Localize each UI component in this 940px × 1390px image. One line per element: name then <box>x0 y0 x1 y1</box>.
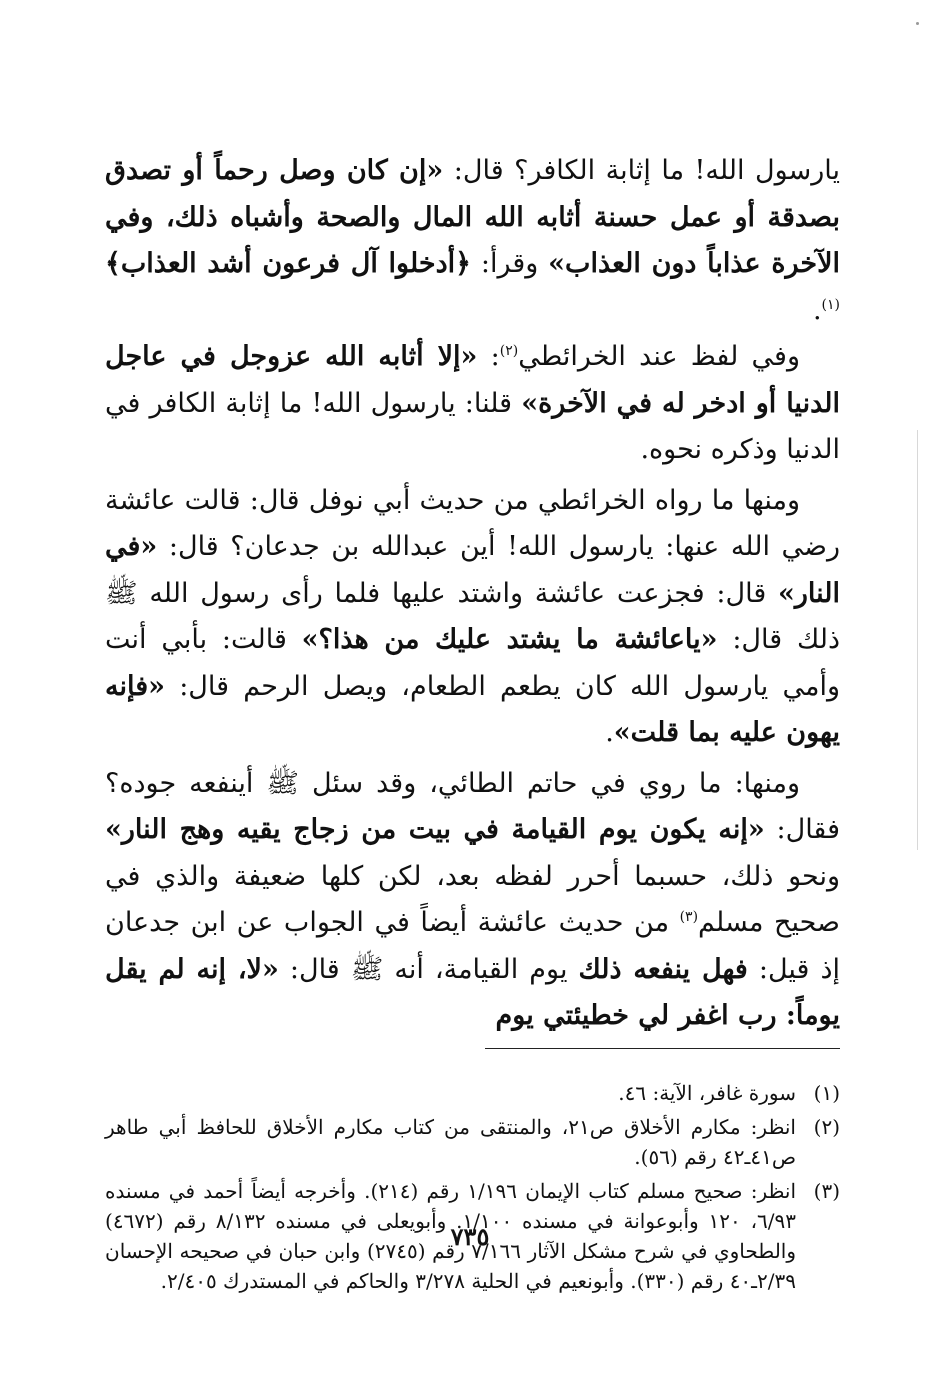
footnote <box>105 1112 840 1172</box>
quote-text: ﴿أدخلوا آل فرعون أشد العذاب﴾ <box>105 248 471 279</box>
footnote-number: (٢) <box>813 1115 840 1139</box>
footnote-separator <box>485 1048 840 1049</box>
footnote-text: انظر: صحيح مسلم كتاب الإيمان ١/١٩٦ رقم (٢١٤). وأخرجه أيضاً أحمد في مسنده ٦/٩٣، ١٢٠ وأبوعوانة في مسنده ١/١٠٠. وأبويعلى في مسنده ٨/١٣٢ رقم (٤٦٧٢) والطحاوي في شرح مشكل الآثار ٧/١٦٦ رقم (٢٧٤٥) وابن حبان في صحيحه الإحسان ٢/٣٩ـ٤٠ رقم (٣٣٠). وأبونعيم في الحلية ٣/٢٧٨ والحاكم في المستدرك ٢/٤٠٥. <box>105 1179 797 1293</box>
scan-dot <box>916 22 919 25</box>
quote-text: فهل ينفعه ذلك <box>578 953 748 985</box>
text-run: يوم القيامة، أنه ﷺ قال: <box>278 953 579 985</box>
quote-text: «إلا أثابه الله عزوجل في عاجل الدنيا أو ادخر له في الآخرة» <box>105 341 840 419</box>
footnote <box>105 1078 840 1108</box>
text-run: ونحو ذلك، حسبما أحرر لفظه بعد، لكن كلها ضعيفة والذي في صحيح مسلم <box>105 860 840 938</box>
quote-text: «إنه يكون يوم القيامة في بيت من زجاج يقيه وهج النار» <box>105 814 765 845</box>
text-run: . <box>605 717 614 748</box>
footnote-ref: (١) <box>821 296 840 313</box>
quote-text: «ياعائشة ما يشتد عليك من هذا؟» <box>301 624 718 655</box>
text-run: وفي لفظ عند الخرائطي <box>518 341 800 372</box>
text-run: : <box>477 341 500 372</box>
footnotes <box>105 1078 840 1300</box>
text-run: يارسول الله! ما إثابة الكافر؟ قال: <box>443 155 840 186</box>
scan-line <box>917 430 918 850</box>
paragraph <box>105 334 840 474</box>
footnote-number: (١) <box>813 1081 840 1105</box>
paragraph <box>105 148 840 334</box>
paragraph <box>105 478 840 757</box>
text-run: من حديث عائشة أيضاً في الجواب عن ابن جدعان إذ قيل: <box>105 907 840 985</box>
text-run: ومنها ما رواه الخرائطي من حديث أبي نوفل قال: قالت عائشة رضي الله عنها: يارسول الله! أين عبدالله بن جدعان؟ قال: <box>105 484 840 562</box>
footnote-ref: (٢) <box>499 343 519 359</box>
quote-text: «في النار» <box>105 531 840 609</box>
quote-text: «لا، إنه لم يقل يوماً: رب اغفر لي خطيئتي يوم <box>105 953 840 1031</box>
text-run: وقرأ: <box>470 248 549 279</box>
text-run: قلنا: يارسول الله! ما إثابة الكافر في الدنيا وذكره نحوه. <box>105 387 840 465</box>
footnote-text: سورة غافر، الآية: ٤٦. <box>618 1081 796 1105</box>
quote-text: «إن كان وصل رحماً أو تصدق بصدقة أو عمل حسنة أثابه الله المال والصحة وأشباه ذلك، وفي الآخرة عذاباً دون العذاب» <box>105 155 840 279</box>
page-number: ٧٣٥ <box>450 1222 490 1251</box>
quote-text: «فإنه يهون عليه بما قلت» <box>105 670 840 748</box>
footnote-ref: (٣) <box>679 909 699 925</box>
text-run: قال: فجزعت عائشة واشتد عليها فلما رأى رسول الله ﷺ ذلك قال: <box>105 577 840 655</box>
text-run: قالت: بأبي أنت وأمي يارسول الله كان يطعم الطعام، ويصل الرحم قال: <box>105 624 840 702</box>
paragraph <box>105 761 840 1040</box>
text-run: ومنها: ما روي في حاتم الطائي، وقد سئل ﷺ أينفعه جوده؟ فقال: <box>105 767 840 845</box>
text-run: . <box>812 294 822 326</box>
footnote-number: (٣) <box>813 1179 840 1203</box>
footnote-text: انظر: مكارم الأخلاق ص٢١، والمنتقى من كتاب مكارم الأخلاق للحافظ أبي طاهر ص٤١ـ٤٢ رقم (٥٦). <box>105 1115 796 1169</box>
main-text <box>105 148 840 1040</box>
